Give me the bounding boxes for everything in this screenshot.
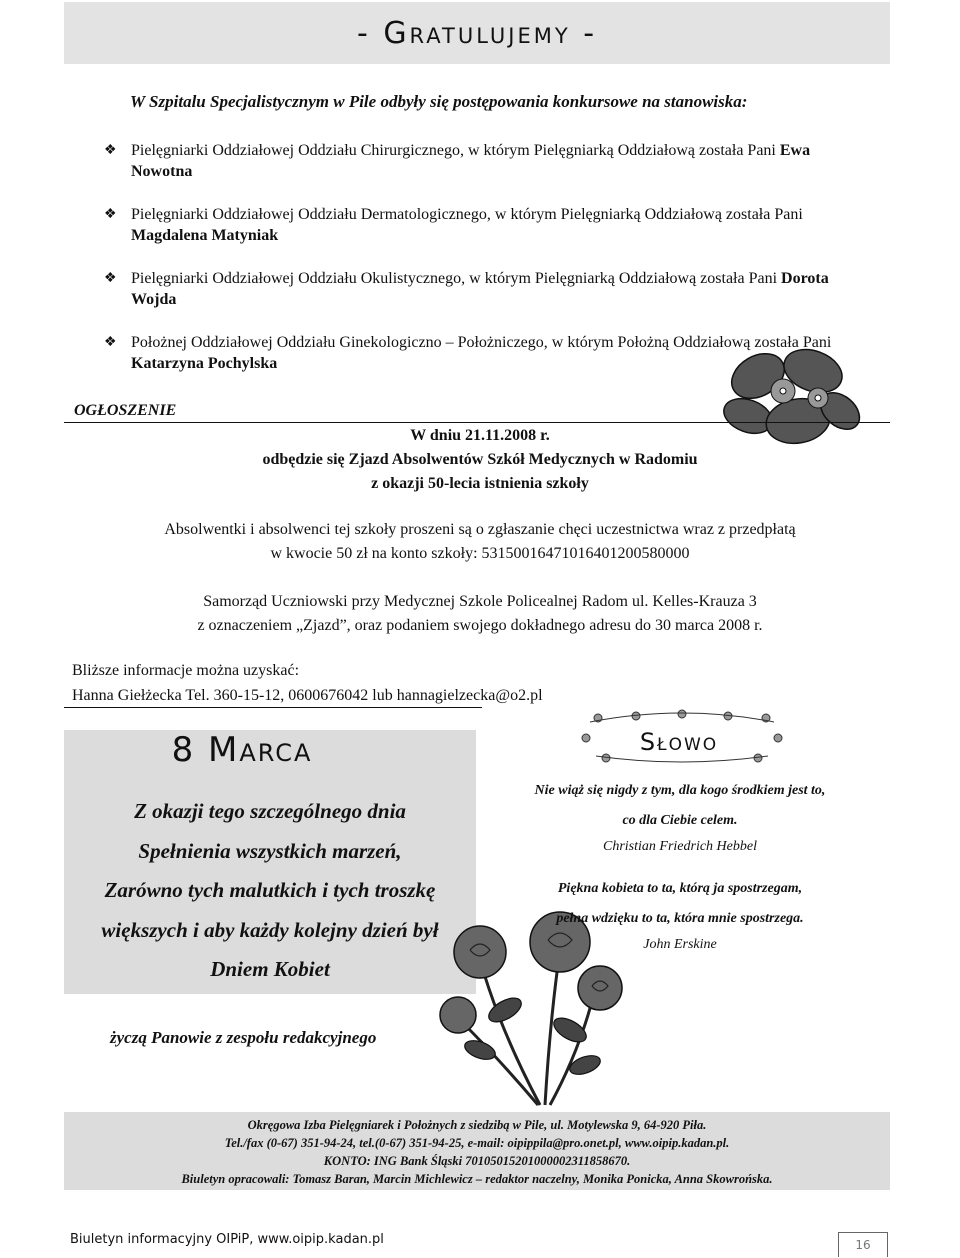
diamond-bullet-icon: ❖ (104, 143, 117, 158)
womens-day-title: 8 Marca (171, 730, 313, 770)
divider (64, 707, 482, 708)
quotes-section (490, 776, 870, 972)
list-item (104, 268, 844, 310)
bullet-name: Dorota Wojda (131, 270, 829, 308)
quote-author: Christian Friedrich Hebbel (603, 839, 757, 854)
quotes-title: Słowo (639, 728, 719, 756)
diamond-bullet-icon: ❖ (104, 335, 117, 350)
footer-line: Biuletyn opracowali: Tomasz Baran, Marcin Michlewicz – redaktor naczelny, Monika Ponicka, Anna Skowrońska. (181, 1172, 773, 1186)
bullet-text: Pielęgniarki Oddziałowej Oddziału Okulistycznego, w którym Pielęgniarką Oddziałową została Pani (131, 270, 782, 287)
diamond-bullet-icon: ❖ (104, 207, 117, 222)
list-item (104, 140, 844, 182)
womens-day-wishes (64, 792, 476, 990)
bullet-name: Ewa Nowotna (131, 142, 811, 180)
wish-line: większych i aby każdy kolejny dzień był (101, 917, 439, 942)
header-title: - Gratulujemy - (356, 15, 598, 51)
footer-line: KONTO: ING Bank Śląski 70105015201000002311858670. (323, 1154, 631, 1168)
announcement-paragraph: Absolwentki i absolwenci tej szkoły proszeni są o zgłaszanie chęci uczestnictwa wraz z przedpłatą (164, 521, 796, 538)
wish-line: Z okazji tego szczególnego dnia (134, 799, 406, 823)
announcement-paragraph: w kwocie 50 zł na konto szkoły: 53150016471016401200580000 (270, 545, 690, 562)
bullet-name: Katarzyna Pochylska (131, 355, 278, 372)
quote-line: co dla Ciebie celem. (622, 813, 738, 828)
bulletin-footer-text: Biuletyn informacyjny OIPiP, www.oipip.kadan.pl (70, 1232, 384, 1247)
diamond-bullet-icon: ❖ (104, 271, 117, 286)
quote-line: Nie wiąż się nigdy z tym, dla kogo środkiem jest to, (534, 783, 826, 798)
page-number: 16 (838, 1232, 888, 1257)
contact-info (72, 658, 543, 708)
quote-line: Piękna kobieta to ta, którą ja spostrzegam, (557, 881, 803, 896)
footer-line: Okręgowa Izba Pielęgniarek i Położnych z siedzibą w Pile, ul. Motylewska 9, 64-920 Piła. (247, 1118, 707, 1132)
wish-line: Spełnienia wszystkich marzeń, (138, 838, 402, 863)
intro-text: W Szpitalu Specjalistycznym w Pile odbyły się postępowania konkursowe na stanowiska: (130, 92, 748, 111)
wish-line: Zarówno tych malutkich i tych troszkę (104, 878, 436, 902)
bullet-text: Pielęgniarki Oddziałowej Oddziału Chirurgicznego, w którym Pielęgniarką Oddziałową została Pani (131, 142, 780, 159)
bullet-text: Pielęgniarki Oddziałowej Oddziału Dermatologicznego, w którym Pielęgniarką Oddziałową została Pani (131, 206, 803, 223)
publisher-footer (64, 1112, 890, 1190)
announcement-paragraph: z oznaczeniem „Zjazd”, oraz podaniem swojego dokładnego adresu do 30 marca 2008 r. (197, 617, 763, 634)
announcement-label: OGŁOSZENIE (74, 402, 177, 419)
divider (64, 422, 890, 423)
wishes-signature: życzą Panowie z zespołu redakcyjnego (110, 1028, 377, 1047)
announcement-date: W dniu 21.11.2008 r. (410, 427, 550, 444)
announcement-line: odbędzie się Zjazd Absolwentów Szkół Medycznych w Radomiu (262, 451, 698, 468)
quote-line: pełna wdzięku to ta, która mnie spostrzega. (556, 911, 804, 926)
announcement (60, 424, 900, 638)
bullet-name: Magdalena Matyniak (131, 227, 279, 244)
quote-author: John Erskine (643, 937, 717, 952)
contact-line: Bliższe informacje można uzyskać: (72, 662, 300, 679)
list-item (104, 204, 844, 246)
wish-line: Dniem Kobiet (210, 957, 330, 981)
announcement-paragraph: Samorząd Uczniowski przy Medycznej Szkole Policealnej Radom ul. Kelles-Krauza 3 (203, 593, 757, 610)
footer-line: Tel./fax (0-67) 351-94-24, tel.(0-67) 351-94-25, e-mail: oipippila@pro.onet.pl, www.oipip.kadan.pl. (224, 1136, 730, 1150)
bullet-text: Położnej Oddziałowej Oddziału Ginekologiczno – Położniczego, w którym Położną Oddziałową została Pani (131, 334, 832, 351)
header-banner (64, 2, 890, 64)
announcement-line: z okazji 50-lecia istnienia szkoły (371, 475, 589, 492)
contact-line: Hanna Giełżecka Tel. 360-15-12, 0600676042 lub hannagielzecka@o2.pl (72, 687, 543, 704)
